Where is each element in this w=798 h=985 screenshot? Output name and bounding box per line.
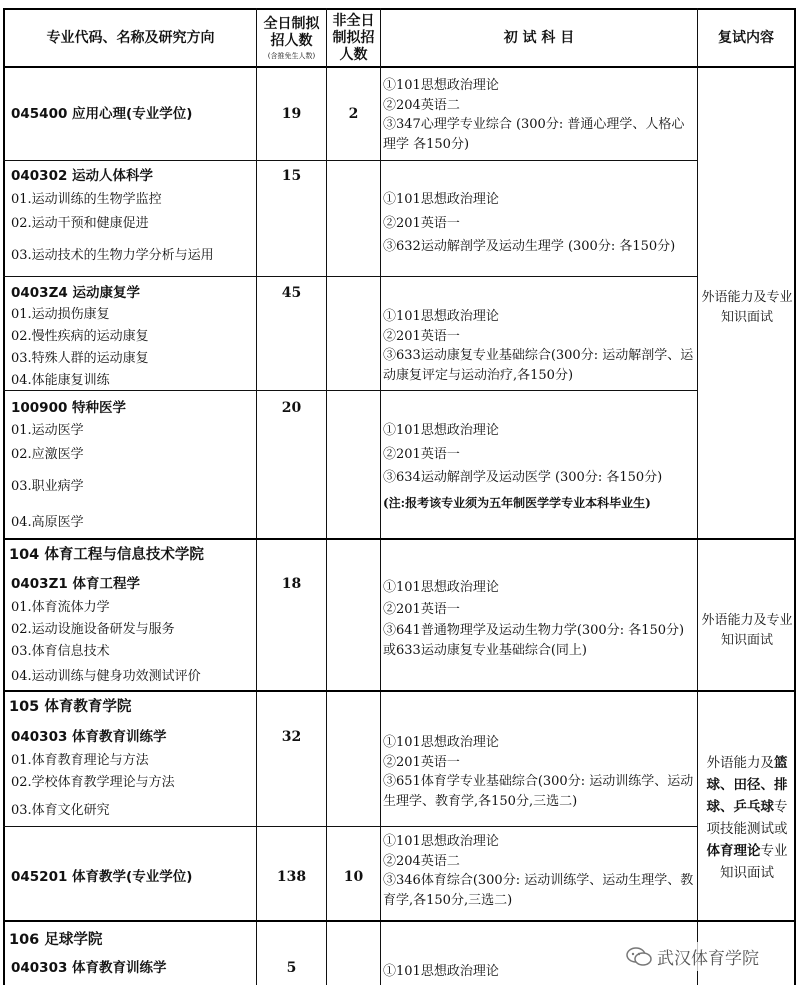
col-divider — [697, 8, 698, 985]
row-divider — [3, 826, 698, 827]
col-divider — [380, 8, 381, 985]
watermark — [622, 942, 763, 971]
fulltime-count: 138 — [276, 869, 307, 885]
header-major: 专业代码、名称及研究方向 — [46, 29, 215, 46]
subject-line: ①101思想政治理论 — [383, 735, 499, 750]
major-title: 045201 体育教学(专业学位) — [11, 869, 193, 885]
row-divider — [3, 538, 796, 540]
subject-line: ①101思想政治理论 — [383, 834, 499, 849]
parttime-count: 10 — [343, 869, 364, 885]
subject-line: ③641普通物理学及运动生物力学(300分: 各150分)或633运动康复专业基础综合(同上) — [383, 623, 685, 658]
header-divider — [3, 66, 796, 68]
retest-text: 能测试或 — [733, 821, 788, 837]
fulltime-count: 5 — [286, 960, 297, 976]
header-parttime — [327, 10, 380, 66]
research-direction: 03.体育信息技术 — [11, 644, 110, 659]
exam-subjects — [383, 578, 695, 660]
subject-line: ①101思想政治理论 — [383, 580, 499, 595]
research-direction: 01.体育流体力学 — [11, 600, 110, 615]
subject-line: ②204英语二 — [383, 853, 460, 869]
retest-sport: 乓球 — [747, 799, 774, 815]
retest-theory: 体 — [706, 843, 720, 859]
major-title: 0403Z1 体育工程学 — [11, 576, 140, 592]
subject-line: ②201英语一 — [383, 754, 460, 770]
subject-line: ①101思想政治理论 — [383, 423, 499, 438]
fulltime-count: 45 — [281, 285, 302, 301]
exam-subjects — [383, 733, 695, 811]
subject-line: ③346体育综合(300分: 运动训练学、运动生理学、教育学,各150分,三选二) — [383, 873, 694, 908]
exam-subjects — [383, 190, 695, 257]
fulltime-count: 19 — [281, 106, 302, 122]
research-direction: 03.职业病学 — [11, 479, 84, 494]
header-subjects: 初 试 科 目 — [503, 29, 575, 46]
subject-line: ①101思想政治理论 — [383, 192, 499, 207]
table-border-right — [794, 8, 796, 985]
major-title: 0403Z4 运动康复学 — [11, 285, 140, 301]
retest-content — [700, 752, 794, 884]
subject-line: ③632运动解剖学及运动生理学 (300分: 各150分) — [383, 239, 676, 254]
research-direction: 03.体育文化研究 — [11, 803, 110, 818]
subject-line: ③634运动解剖学及运动医学 (300分: 各150分) — [383, 470, 663, 485]
major-title: 040302 运动人体科学 — [11, 168, 154, 184]
subject-line: ③633运动康复专业基础综合(300分: 运动解剖学、运动康复评定与运动治疗,各150分) — [383, 348, 694, 383]
col-divider — [326, 8, 327, 985]
header-parttime-label: 非全日制拟招人数 — [332, 12, 375, 63]
retest-text: 知识面试 — [720, 865, 774, 881]
subject-line: ③651体育学专业基础综合(300分: 运动训练学、运动生理学、教育学,各150分,三选二) — [383, 774, 694, 809]
research-direction: 02.运动设施设备研发与服务 — [11, 622, 175, 637]
research-direction: 02.运动干预和健康促进 — [11, 216, 149, 231]
research-direction: 03.运动技术的生物力学分析与运用 — [11, 248, 214, 263]
fulltime-count: 20 — [281, 400, 302, 416]
retest-text: 专项技 — [706, 799, 788, 837]
header-fulltime — [257, 10, 326, 66]
parttime-count: 2 — [348, 106, 359, 122]
row-divider — [3, 276, 698, 277]
table-border-left — [3, 8, 5, 985]
research-direction: 04.高原医学 — [11, 515, 84, 530]
retest-theory: 育理论 — [720, 843, 761, 859]
retest-sport: 篮球、田径 — [706, 755, 788, 793]
subject-line: ②204英语二 — [383, 97, 460, 113]
header-retest: 复试内容 — [718, 29, 774, 46]
research-direction: 03.特殊人群的运动康复 — [11, 351, 149, 366]
wechat-bubble-icon — [626, 947, 652, 967]
exam-subjects — [383, 832, 695, 910]
research-direction: 01.运动训练的生物学监控 — [11, 192, 162, 207]
school-heading: 106 足球学院 — [9, 932, 103, 948]
school-heading: 104 体育工程与信息技术学院 — [9, 547, 204, 563]
subject-line: ③347心理学专业综合 (300分: 普通心理学、人格心理学 各150分) — [383, 117, 685, 152]
research-direction: 01.运动医学 — [11, 423, 84, 438]
exam-subjects — [383, 307, 695, 385]
major-title: 040303 体育教育训练学 — [11, 729, 167, 745]
research-direction: 01.运动损伤康复 — [11, 307, 110, 322]
school-heading: 105 体育教育学院 — [9, 699, 132, 715]
major-title: 100900 特种医学 — [11, 400, 127, 416]
exam-note: (注:报考该专业须为五年制医学学专业本科毕业生) — [383, 495, 651, 510]
major-title: 045400 应用心理(专业学位) — [11, 106, 193, 122]
research-direction: 02.学校体育教学理论与方法 — [11, 775, 175, 790]
research-direction: 01.体育教育理论与方法 — [11, 753, 149, 768]
retest-sport: 、排球、乒 — [706, 777, 788, 815]
research-direction: 04.运动训练与健身功效测试评价 — [11, 669, 201, 684]
research-direction: 02.应激医学 — [11, 447, 84, 462]
fulltime-count: 15 — [281, 168, 302, 184]
exam-subjects — [383, 76, 695, 154]
header-fulltime-note: (含推免生人数) — [267, 51, 316, 60]
research-direction: 02.慢性疾病的运动康复 — [11, 329, 149, 344]
watermark-label: 武汉体育学院 — [657, 949, 759, 969]
retest-content: 外语能力及专业知识面试 — [701, 613, 793, 648]
subject-line: ②201英语一 — [383, 446, 460, 462]
row-divider — [3, 160, 698, 161]
retest-content: 外语能力及专业知识面试 — [701, 290, 793, 325]
row-divider — [3, 920, 796, 922]
research-direction: 04.体能康复训练 — [11, 373, 110, 388]
header-fulltime-label: 全日制拟招人数 — [263, 15, 320, 49]
subject-line: ②201英语一 — [383, 328, 460, 344]
exam-subjects — [383, 421, 695, 513]
retest-text: 外语能力及 — [706, 755, 774, 771]
subject-line: ①101思想政治理论 — [383, 964, 499, 979]
subject-line: ②201英语一 — [383, 601, 460, 617]
subject-line: ①101思想政治理论 — [383, 309, 499, 324]
retest-text: 专业 — [760, 843, 788, 859]
row-divider — [3, 690, 796, 692]
fulltime-count: 32 — [281, 729, 302, 745]
subject-line: ①101思想政治理论 — [383, 78, 499, 93]
col-divider — [256, 8, 257, 985]
subject-line: ②201英语一 — [383, 215, 460, 231]
major-title: 040303 体育教育训练学 — [11, 960, 167, 976]
fulltime-count: 18 — [281, 576, 302, 592]
